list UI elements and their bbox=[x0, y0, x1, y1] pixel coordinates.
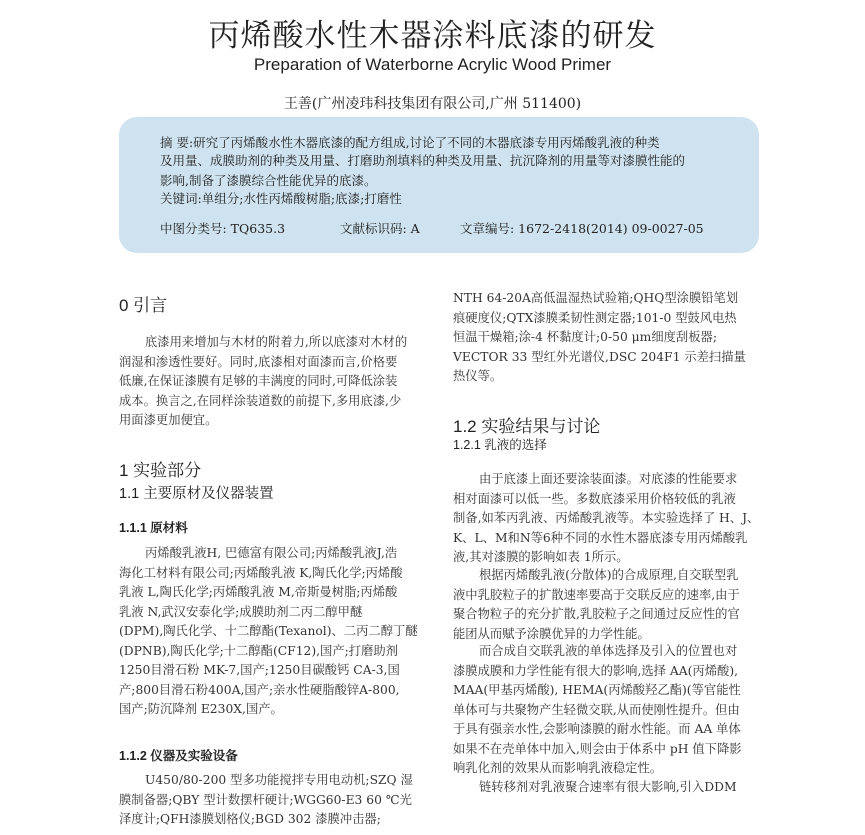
text-line: 液中乳胶粒子的扩散速率要高于交联反应的速率,由于 bbox=[453, 587, 740, 602]
materials-paragraph bbox=[119, 544, 439, 720]
text-line: 低廉,在保证漆膜有足够的丰满度的同时,可降低涂装 bbox=[119, 374, 398, 388]
text-line: 相对面漆可以低一些。多数底漆采用价格较低的乳液 bbox=[453, 491, 736, 506]
section-0-heading: 0 引言 bbox=[119, 296, 168, 315]
text-line: U450/80-200 型多功能搅拌专用电动机;SZQ 湿 bbox=[145, 773, 413, 787]
text-line: 于具有强亲水性,会影响漆膜的耐水性能。而 AA 单体 bbox=[453, 722, 741, 736]
text-line: (DPM),陶氏化学、十二醇酯(Texanol)、二丙二醇丁醚 bbox=[119, 624, 418, 638]
section-1-heading: 1 实验部分 bbox=[119, 461, 202, 480]
text-line: 液,其对漆膜的影响如表 1所示。 bbox=[453, 550, 629, 564]
text-line: MAA(甲基丙烯酸), HEMA(丙烯酸羟乙酯)(等官能性 bbox=[453, 683, 741, 697]
text-line: 痕硬度仪;QTX漆膜柔韧性测定器;101-0 型鼓风电热 bbox=[453, 310, 737, 325]
abstract-line: 影响,制备了漆膜综合性能优异的底漆。 bbox=[160, 173, 377, 188]
text-line: 膜制备器;QBY 型计数摆杆硬计;WGG60-E3 60 ℃光 bbox=[119, 792, 412, 807]
title-chinese: 丙烯酸水性木器涂料底漆的研发 bbox=[208, 18, 657, 54]
text-line: 如果不在壳单体中加入,则会由于体系中 pH 值下降影 bbox=[453, 741, 742, 756]
section-1-2-heading: 1.2 实验结果与讨论 bbox=[453, 417, 601, 436]
text-line: 漆膜成膜和力学性能有很大的影响,选择 AA(丙烯酸), bbox=[453, 663, 739, 678]
keywords-line: 关键词:单组分;水性丙烯酸树脂;底漆;打磨性 bbox=[160, 191, 402, 206]
text-line: 乳液 N,武汉安泰化学;成膜助剂二丙二醇甲醚 bbox=[119, 604, 363, 619]
text-line: 恒温干燥箱;涂-4 杯黏度计;0-50 μm细度刮板器; bbox=[453, 330, 717, 344]
text-line: 成本。换言之,在同样涂装道数的前提下,多用底漆,少 bbox=[119, 393, 402, 408]
text-line: 聚合物粒子的充分扩散,乳胶粒子之间通过反应性的官 bbox=[453, 607, 740, 621]
abstract-line: 摘 要:研究了丙烯酸水性木器底漆的配方组成,讨论了不同的木器底漆专用丙烯酸乳液的种类 bbox=[160, 135, 660, 150]
section-1-1-heading: 1.1 主要原材及仪器装置 bbox=[119, 486, 274, 502]
text-line: 根据丙烯酸乳液(分散体)的合成原理,自交联型乳 bbox=[479, 568, 739, 582]
text-line: 而合成自交联乳液的单体选择及引入的位置也对 bbox=[479, 644, 738, 658]
text-line: 底漆用来增加与木材的附着力,所以底漆对木材的 bbox=[145, 335, 408, 349]
text-line: 海化工材料有限公司;丙烯酸乳液 K,陶氏化学;丙烯酸 bbox=[119, 565, 403, 580]
text-line: (DPNB),陶氏化学;十二醇酯(CF12),国产;打磨助剂 bbox=[119, 643, 398, 658]
text-line: 单体可与共聚物产生轻微交联,从而使刚性提升。但由 bbox=[453, 702, 740, 717]
text-line: 制备,如苯丙乳液、丙烯酸乳液等。本实验选择了 H、J、 bbox=[453, 511, 760, 525]
text-line: 国产;防沉降剂 E230X,国产。 bbox=[119, 702, 283, 716]
author-affiliation: 王善(广州凌玮科技集团有限公司,广州 511400) bbox=[283, 96, 582, 112]
emulsion-paragraph-2 bbox=[453, 566, 773, 644]
text-line: 产;800目滑石粉400A,国产;亲水性硬脂酸锌A-800, bbox=[119, 682, 400, 697]
instruments-continued-paragraph bbox=[453, 289, 773, 387]
document-code: 文献标识码: A bbox=[340, 221, 420, 236]
emulsion-paragraph-3 bbox=[453, 642, 773, 779]
emulsion-paragraph-4 bbox=[453, 778, 773, 798]
text-line: NTH 64-20A高低温湿热试验箱;QHQ型涂膜铅笔划 bbox=[453, 291, 739, 305]
text-line: 1250目滑石粉 MK-7,国产;1250目碳酸钙 CA-3,国 bbox=[119, 663, 400, 677]
abstract-line: 及用量、成膜助剂的种类及用量、打磨助剂填料的种类及用量、抗沉降剂的用量等对漆膜性能的 bbox=[160, 153, 686, 168]
text-line: 热仪等。 bbox=[453, 369, 503, 383]
title-english: Preparation of Waterborne Acrylic Wood Primer bbox=[253, 55, 612, 74]
text-line: K、L、M和N等6种不同的水性木器底漆专用丙烯酸乳 bbox=[453, 530, 748, 545]
text-line: VECTOR 33 型红外光谱仪,DSC 204F1 示差扫描量 bbox=[453, 349, 746, 364]
text-line: 由于底漆上面还要涂装面漆。对底漆的性能要求 bbox=[479, 472, 738, 486]
text-line: 丙烯酸乳液H, 巴德富有限公司;丙烯酸乳液J,浩 bbox=[145, 546, 398, 560]
article-number: 文章编号: 1672-2418(2014) 09-0027-05 bbox=[460, 221, 704, 236]
intro-paragraph bbox=[119, 333, 439, 431]
clc-number: 中图分类号: TQ635.3 bbox=[160, 221, 286, 236]
section-1-2-1-heading: 1.2.1 乳液的选择 bbox=[453, 438, 547, 452]
text-line: 链转移剂对乳液聚合速率有很大影响,引入DDM bbox=[479, 780, 737, 794]
text-line: 响乳化剂的效果从而影响乳液稳定性。 bbox=[453, 761, 663, 775]
text-line: 乳液 L,陶氏化学;丙烯酸乳液 M,帝斯曼树脂;丙烯酸 bbox=[119, 585, 398, 599]
section-1-1-2-heading: 1.1.2 仪器及实验设备 bbox=[119, 749, 238, 763]
text-line: 润湿和渗透性要好。同时,底漆相对面漆而言,价格要 bbox=[119, 354, 398, 369]
text-line: 泽度计;QFH漆膜划格仪;BGD 302 漆膜冲击器; bbox=[119, 812, 381, 826]
instruments-paragraph bbox=[119, 771, 439, 830]
text-line: 能团从而赋予涂膜优异的力学性能。 bbox=[453, 626, 650, 641]
text-line: 用面漆更加便宜。 bbox=[119, 413, 218, 427]
emulsion-paragraph-1 bbox=[453, 470, 773, 568]
section-1-1-1-heading: 1.1.1 原材料 bbox=[119, 521, 188, 535]
